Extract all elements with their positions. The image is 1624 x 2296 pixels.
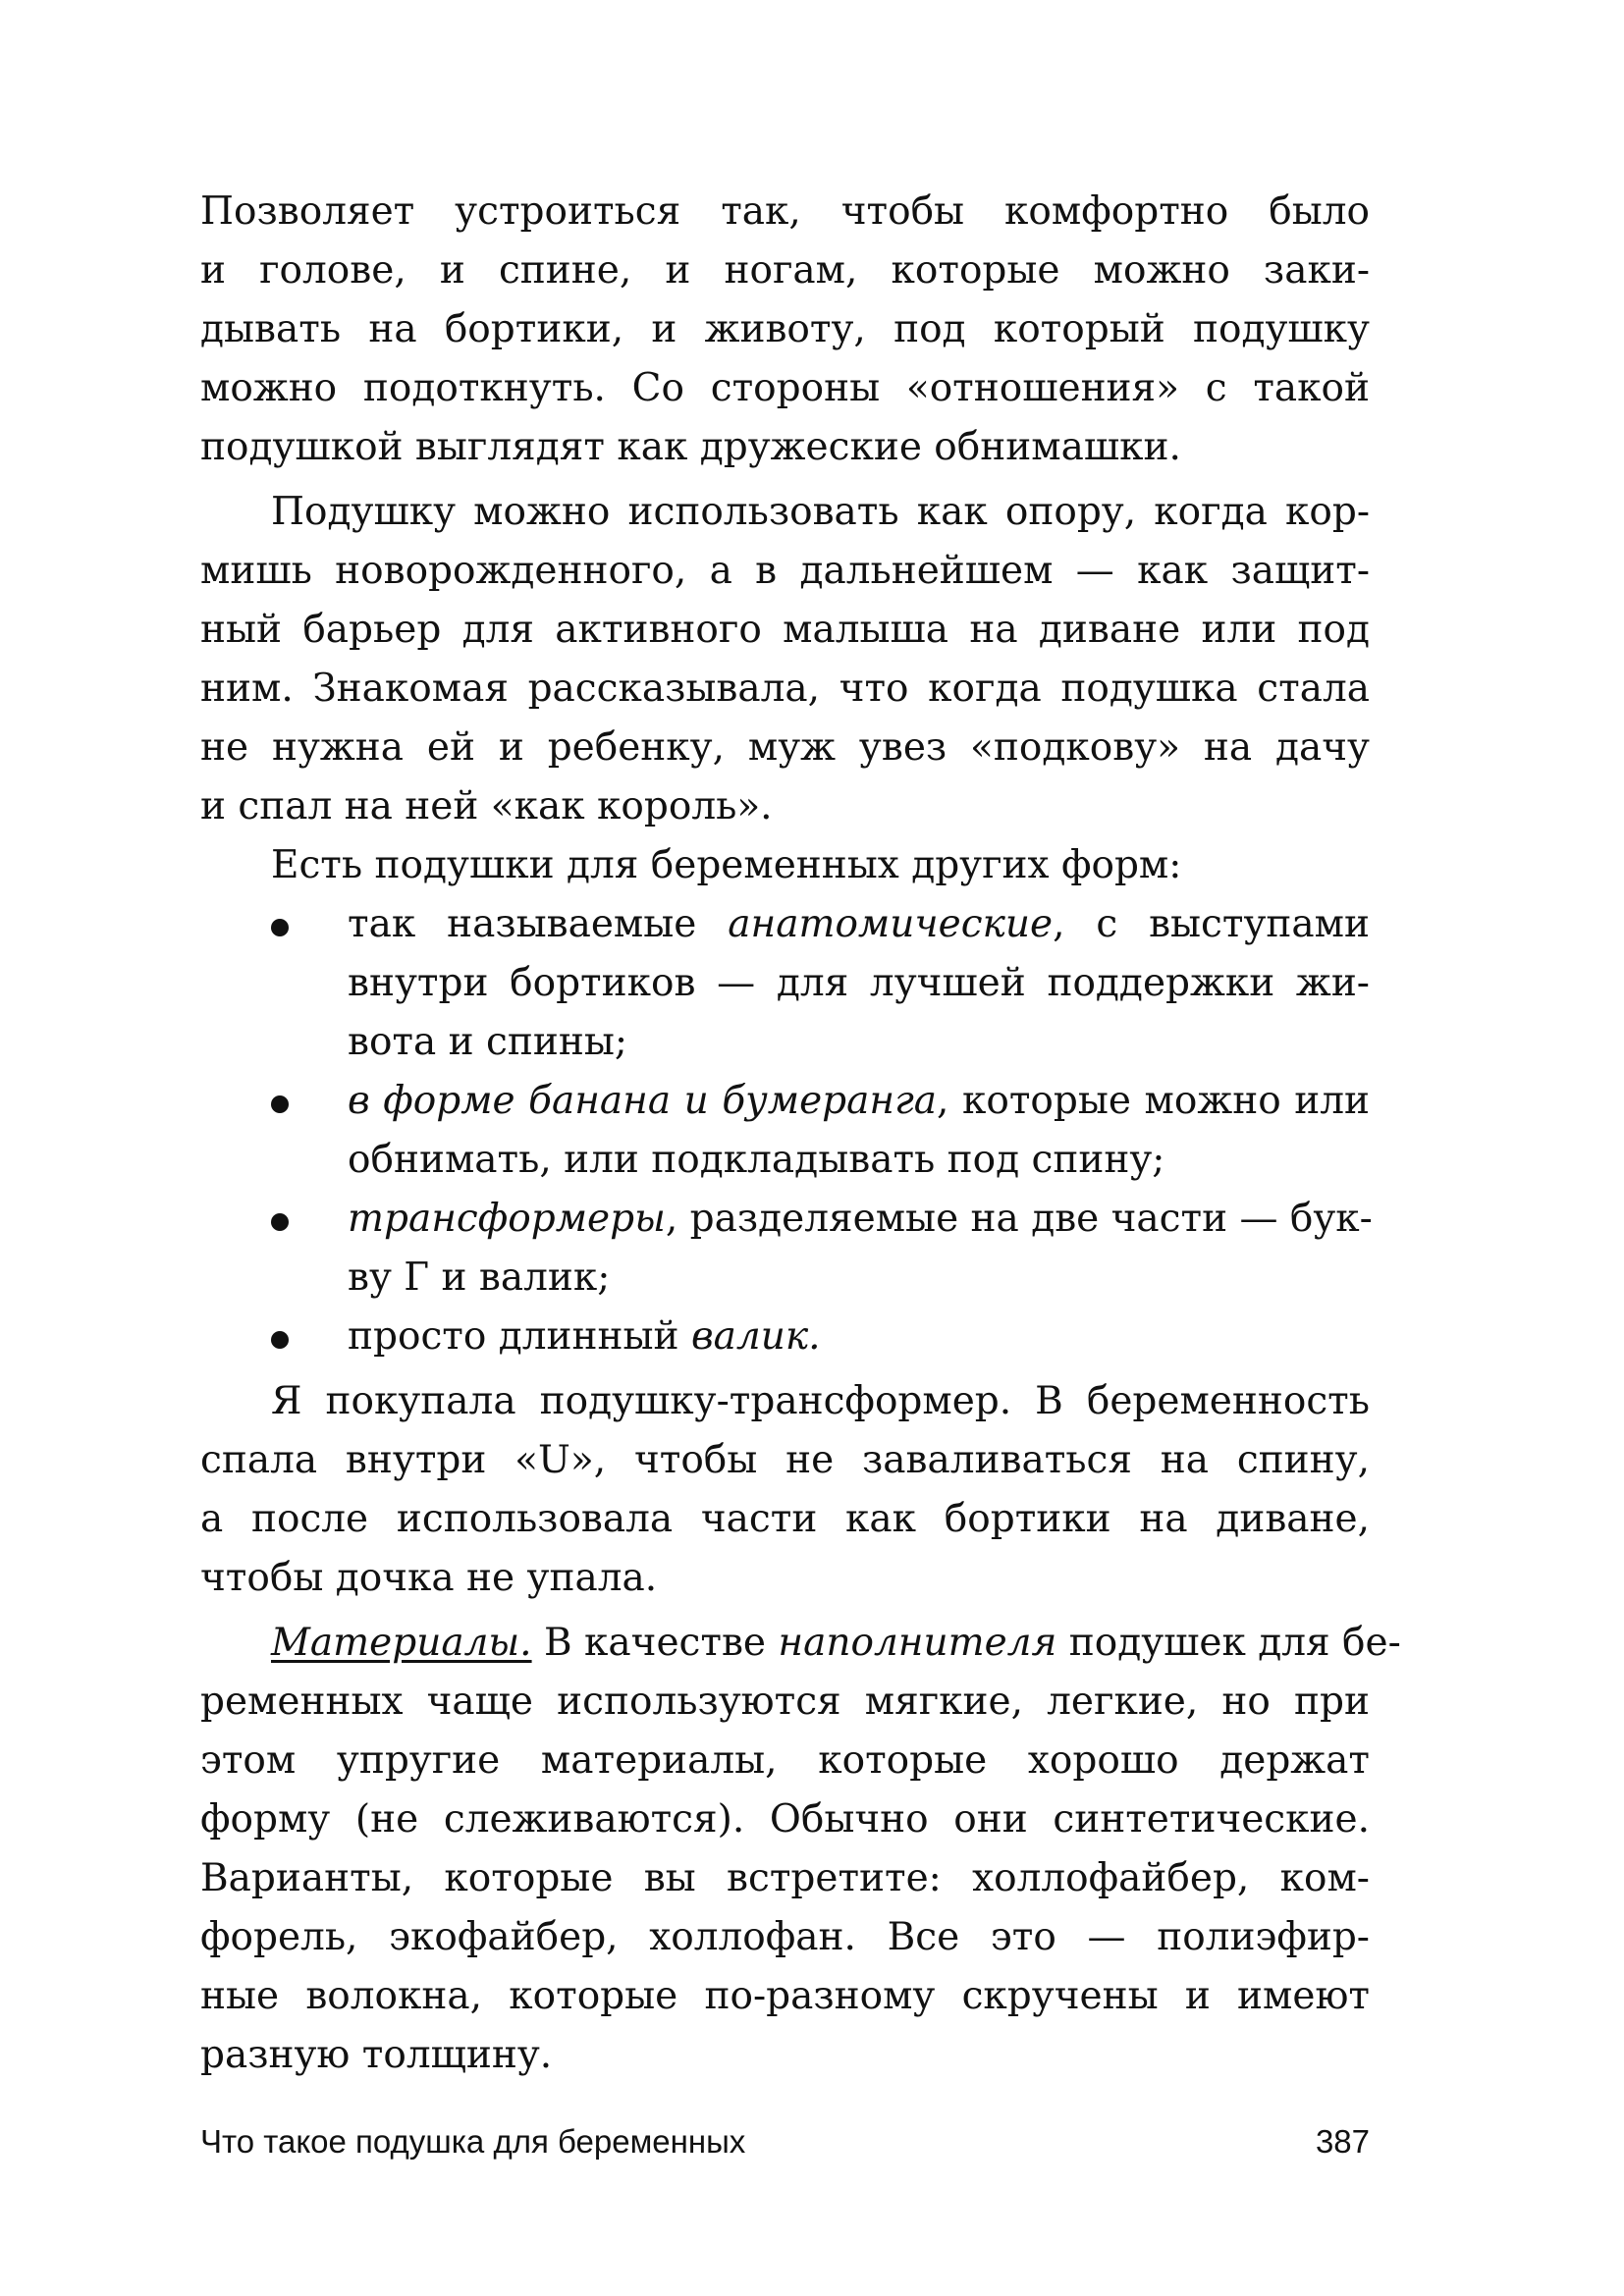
paragraph-2-line-3: ный барьер для активного малыша на диване или под xyxy=(200,608,1370,652)
running-title: Что такое подушка для беременных xyxy=(200,2123,746,2160)
paragraph-4-line-4: форму (не слеживаются). Обычно они синтетические. xyxy=(200,1797,1370,1842)
bullet-1-italic-term: анатомические xyxy=(728,902,1054,946)
paragraph-2-line-1: Подушку можно использовать как опору, когда кор- xyxy=(271,490,1370,534)
main-text xyxy=(200,183,1401,2097)
bullet-1-line-3: вота и спины; xyxy=(348,1020,628,1064)
bullet-1-line-1 xyxy=(348,895,1370,954)
bullet-2-italic-term: в форме банана и бумеранга xyxy=(348,1079,938,1123)
bullet-4-prefix: просто длинный xyxy=(348,1314,679,1359)
paragraph-3-line-4: чтобы дочка не упала. xyxy=(200,1556,658,1600)
paragraph-4-line-7: ные волокна, которые по-разному скручены и имеют xyxy=(200,1974,1370,2018)
bullet-3-line-2: ву Г и валик; xyxy=(348,1255,611,1300)
bullet-3-suffix: , разделяемые на две части — бук- xyxy=(665,1197,1373,1241)
paragraph-1-line-2: и голове, и спине, и ногам, которые можно заки- xyxy=(200,248,1370,293)
paragraph-3-line-2: спала внутри «U», чтобы не заваливаться на спину, xyxy=(200,1438,1370,1482)
paragraph-4-line-1 xyxy=(271,1614,1401,1673)
book-page xyxy=(200,183,1401,2205)
bullet-dot-1 xyxy=(271,919,289,936)
bullet-3-italic-term: трансформеры xyxy=(348,1197,666,1241)
bullet-2-suffix: , которые можно или xyxy=(937,1079,1371,1123)
paragraph-4-line-5: Варианты, которые вы встретите: холлофайбер, ком- xyxy=(200,1856,1370,1900)
materials-heading: Материалы. xyxy=(271,1621,532,1665)
bullet-3-line-1 xyxy=(348,1190,1373,1249)
paragraph-4-line-2: ременных чаще используются мягкие, легкие, но при xyxy=(200,1680,1370,1724)
bullet-1-suffix: , с выступами xyxy=(1053,902,1370,946)
bullet-1-line-2: внутри бортиков — для лучшей поддержки жи- xyxy=(348,961,1370,1005)
bullet-4-line-1 xyxy=(348,1308,1370,1366)
paragraph-2-line-4: ним. Знакомая рассказывала, что когда подушка стала xyxy=(200,667,1370,711)
page-number: 387 xyxy=(1315,2123,1370,2160)
bullet-dot-3 xyxy=(271,1213,289,1231)
list-intro: Есть подушки для беременных других форм: xyxy=(271,843,1182,887)
paragraph-1-line-3: дывать на бортики, и животу, под который подушку xyxy=(200,307,1370,351)
paragraph-2-line-2: мишь новорожденного, а в дальнейшем — как защит- xyxy=(200,549,1370,593)
bullet-2-line-2: обнимать, или подкладывать под спину; xyxy=(348,1138,1165,1182)
page-footer xyxy=(200,2118,1370,2165)
bullet-1-prefix: так называемые xyxy=(348,902,697,946)
bullet-dot-4 xyxy=(271,1331,289,1349)
paragraph-4-line-1-middle: В качестве xyxy=(543,1621,766,1665)
paragraph-2-line-5: не нужна ей и ребенку, муж увез «подкову» на дачу xyxy=(200,725,1370,770)
paragraph-1-line-1: Позволяет устроиться так, чтобы комфортно было xyxy=(200,189,1370,234)
filler-term: наполнителя xyxy=(778,1621,1057,1665)
paragraph-2-line-6: и спал на ней «как король». xyxy=(200,784,773,828)
paragraph-1-line-4: можно подоткнуть. Со стороны «отношения» с такой xyxy=(200,366,1370,410)
paragraph-1-line-5: подушкой выглядят как дружеские обнимашки. xyxy=(200,425,1181,469)
paragraph-3-line-1: Я покупала подушку-трансформер. В беременность xyxy=(271,1379,1370,1423)
bullet-4-italic-term: валик. xyxy=(690,1314,821,1359)
paragraph-4-line-3: этом упругие материалы, которые хорошо держат xyxy=(200,1738,1370,1783)
paragraph-4-line-8: разную толщину. xyxy=(200,2033,553,2077)
bullet-2-line-1 xyxy=(348,1072,1370,1131)
paragraph-4-line-1-suffix: подушек для бе- xyxy=(1068,1621,1401,1665)
paragraph-3-line-3: а после использовала части как бортики на диване, xyxy=(200,1497,1370,1541)
paragraph-4-line-6: форель, экофайбер, холлофан. Все это — полиэфир- xyxy=(200,1915,1370,1959)
bullet-dot-2 xyxy=(271,1095,289,1113)
